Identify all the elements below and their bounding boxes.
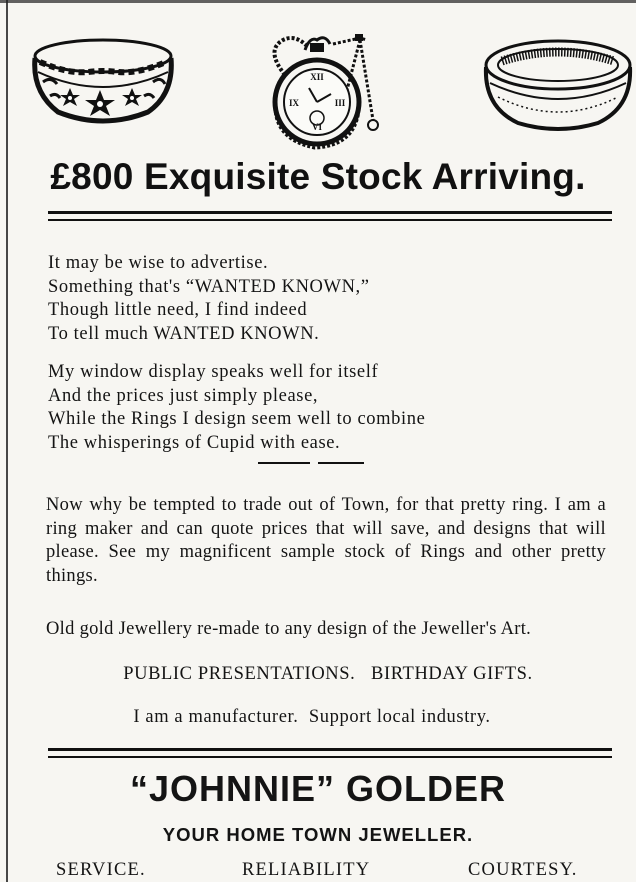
ring-icon <box>28 32 178 127</box>
motto-reliability: RELIABILITY <box>242 860 371 880</box>
poem-line: While the Rings I design seem well to combine <box>48 409 426 429</box>
manufacturer-line: I am a manufacturer. Support local industry. <box>133 707 491 727</box>
headline-rule-thick <box>48 211 612 214</box>
headline-rule-thin <box>48 219 612 221</box>
footer-rule-thin <box>48 756 612 758</box>
presentations-line: PUBLIC PRESENTATIONS. BIRTHDAY GIFTS. <box>123 664 533 684</box>
band-ring-icon <box>478 35 636 135</box>
svg-text:III: III <box>334 98 346 108</box>
poem-line: It may be wise to advertise. <box>48 253 269 273</box>
poem-line: Though little need, I find indeed <box>48 300 308 320</box>
merchant-name: “JOHNNIE” GOLDER <box>129 768 507 809</box>
poem-line: Something that's “WANTED KNOWN,” <box>48 276 370 297</box>
poem-stanza-1 <box>48 252 608 346</box>
page-edge-top <box>0 0 636 3</box>
ornament-divider-right <box>318 462 364 464</box>
body-paragraph: Old gold Jewellery re-made to any design of the Jeweller's Art. <box>46 619 532 639</box>
motto-service: SERVICE. <box>56 860 146 880</box>
pocket-watch-icon <box>255 30 390 152</box>
tagline: YOUR HOME TOWN JEWELLER. <box>162 824 474 845</box>
poem-line: My window display speaks well for itself <box>48 362 379 382</box>
svg-text:IX: IX <box>288 98 300 108</box>
motto-courtesy: COURTESY. <box>468 860 578 880</box>
page-edge-left <box>6 0 8 882</box>
poem-stanza-2 <box>48 361 608 455</box>
body-paragraph: Now why be tempted to trade out of Town, for that pretty ring. I am a ring maker and can quote prices that will save, and designs that will please. See my magnificent sample stock of Rings and other pretty things. <box>46 495 606 586</box>
poem-line: To tell much WANTED KNOWN. <box>48 323 320 344</box>
poem-line: The whisperings of Cupid with ease. <box>48 432 341 453</box>
svg-text:VI: VI <box>311 122 323 132</box>
footer-rule-thick <box>48 748 612 751</box>
poem-line: And the prices just simply please, <box>48 385 319 406</box>
ornament-divider-left <box>258 462 310 464</box>
headline: £800 Exquisite Stock Arriving. <box>50 156 586 197</box>
svg-text:XII: XII <box>310 72 324 82</box>
